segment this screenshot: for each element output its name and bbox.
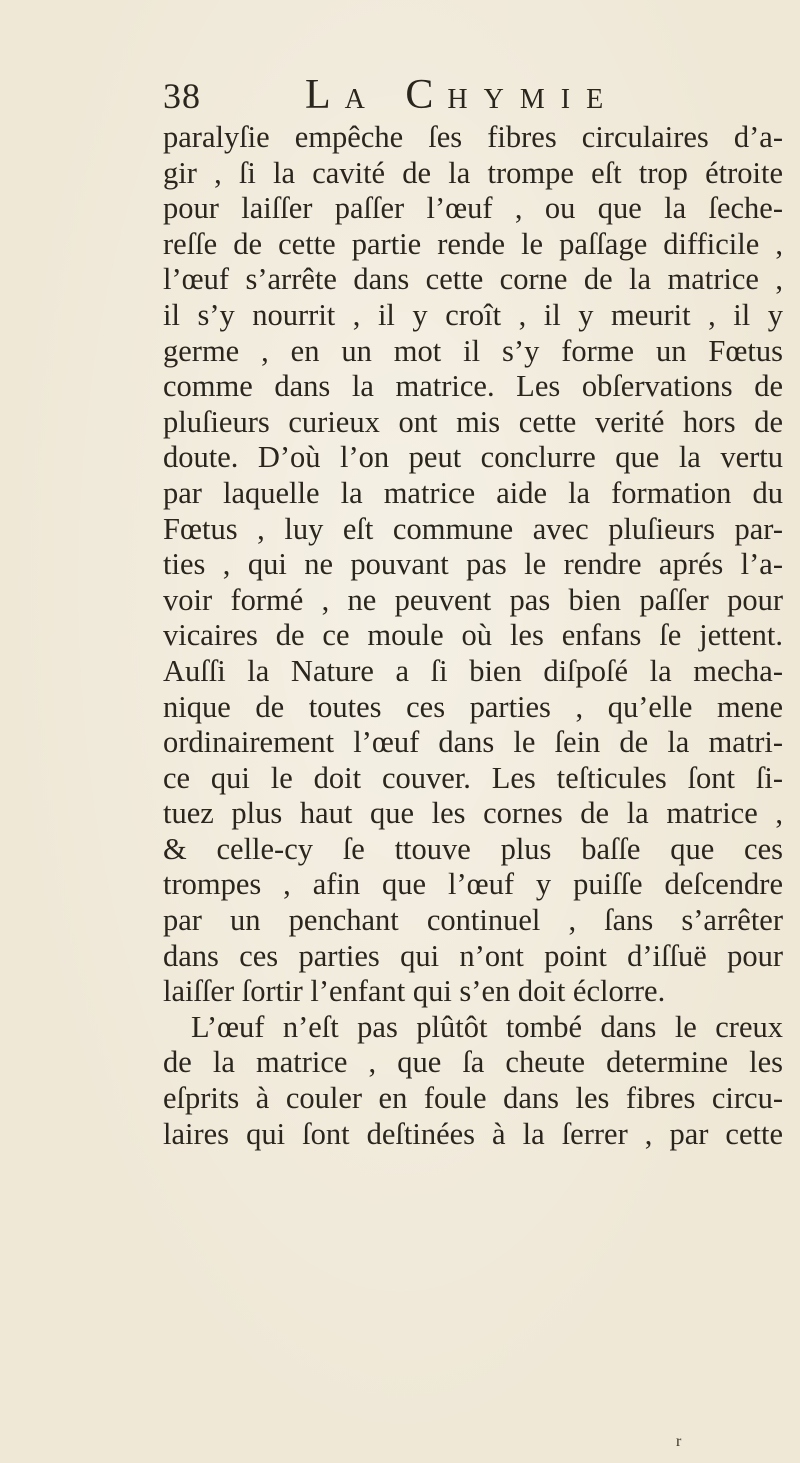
running-title: [305, 74, 619, 121]
text-line: pluſieurs curieux ont mis cette verité hors de: [163, 404, 783, 439]
text-line: l’œuf s’arrête dans cette corne de la matrice ,: [163, 262, 783, 297]
text-line: laiſſer ſortir l’enfant qui s’en doit éclorre.: [163, 974, 666, 1009]
text-line: ties , qui ne pouvant pas le rendre aprés l’a-: [163, 547, 783, 582]
text-line: & celle-cy ſe ttouve plus baſſe que ces: [163, 831, 783, 866]
body-text: [163, 120, 783, 1152]
text-line: par un penchant continuel , ſans s’arrêter: [163, 903, 783, 938]
page-header: [163, 74, 643, 118]
running-title-rest-1: A: [344, 84, 381, 115]
text-line: par laquelle la matrice aide la formation du: [163, 475, 783, 510]
text-line: voir formé , ne peuvent pas bien paſſer pour: [163, 582, 783, 617]
text-line: dans ces parties qui n’ont point d’iſſuë pour: [163, 938, 783, 973]
running-title-rest-2: HYMIE: [447, 84, 620, 115]
page-number: 38: [163, 76, 201, 116]
text-line: ce qui le doit couver. Les teſticules ſont ſi-: [163, 760, 783, 795]
text-line: il s’y nourrit , il y croît , il y meurit , il y: [163, 297, 783, 332]
running-title-initial-1: L: [305, 72, 345, 118]
text-line: L’œuf n’eſt pas plûtôt tombé dans le creux: [191, 1009, 783, 1044]
text-line: germe , en un mot il s’y forme un Fœtus: [163, 333, 783, 368]
text-line: de la matrice , que ſa cheute determine les: [163, 1045, 783, 1080]
text-line: reſſe de cette partie rende le paſſage difficile ,: [163, 226, 783, 261]
text-line: doute. D’où l’on peut conclurre que la vertu: [163, 440, 783, 475]
text-line: vicaires de ce moule où les enfans ſe jettent.: [163, 618, 783, 653]
text-line: ordinairement l’œuf dans le ſein de la matri-: [163, 725, 783, 760]
text-line: trompes , afin que l’œuf y puiſſe deſcendre: [163, 867, 783, 902]
text-line: paralyſie empêche ſes fibres circulaires d’a-: [163, 120, 783, 154]
text-line: pour laiſſer paſſer l’œuf , ou que la ſeche-: [163, 191, 783, 226]
running-title-initial-2: C: [405, 72, 448, 118]
text-line: Fœtus , luy eſt commune avec pluſieurs par-: [163, 511, 783, 546]
text-line: comme dans la matrice. Les obſervations de: [163, 369, 783, 404]
text-line: eſprits à couler en foule dans les fibres circu-: [163, 1081, 783, 1116]
signature-mark: r: [676, 1433, 682, 1450]
text-line: Auſſi la Nature a ſi bien diſpoſé la mecha-: [163, 653, 783, 688]
text-line: gir , ſi la cavité de la trompe eſt trop étroite: [163, 155, 783, 190]
text-line: laires qui ſont deſtinées à la ſerrer , par cette: [163, 1116, 783, 1151]
text-line: nique de toutes ces parties , qu’elle mene: [163, 689, 783, 724]
text-line: tuez plus haut que les cornes de la matrice ,: [163, 796, 783, 831]
